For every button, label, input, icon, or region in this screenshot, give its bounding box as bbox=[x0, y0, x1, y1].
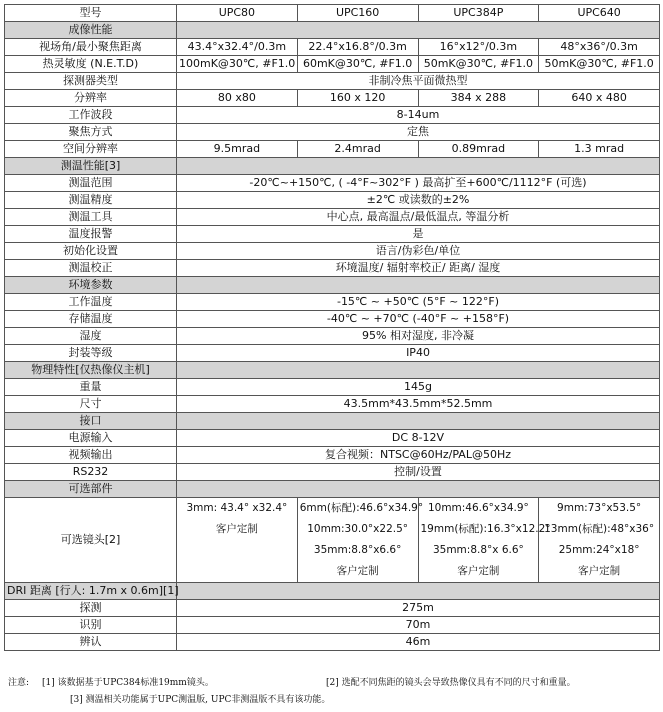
footnotes bbox=[8, 675, 658, 709]
footnote-2: [2] 选配不同焦距的镜头会导致热像仪具有不同的尺寸和重量。 bbox=[326, 678, 576, 688]
row-label: 测温精度 bbox=[5, 192, 177, 209]
row-label: 初始化设置 bbox=[5, 243, 177, 260]
row-label: 尺寸 bbox=[5, 396, 177, 413]
cell-value: 16°x12°/0.3m bbox=[418, 39, 539, 56]
cell-value: 控制/设置 bbox=[177, 464, 660, 481]
cell-value: 2.4mrad bbox=[297, 141, 418, 158]
cell-value: 22.4°x16.8°/0.3m bbox=[297, 39, 418, 56]
row-label: 辨认 bbox=[5, 634, 177, 651]
table-row bbox=[5, 39, 660, 56]
table-row bbox=[5, 447, 660, 464]
table-row bbox=[5, 328, 660, 345]
footnote-row bbox=[8, 692, 658, 709]
row-label: 湿度 bbox=[5, 328, 177, 345]
row-label: 工作波段 bbox=[5, 107, 177, 124]
table-row bbox=[5, 634, 660, 651]
table-row bbox=[5, 209, 660, 226]
cell-value: 145g bbox=[177, 379, 660, 396]
lens-options-upc384p bbox=[418, 498, 551, 583]
table-row bbox=[5, 175, 660, 192]
cell-value: 环境温度/ 辐射率校正/ 距离/ 湿度 bbox=[177, 260, 660, 277]
table-row bbox=[5, 260, 660, 277]
cell-value: DC 8-12V bbox=[177, 430, 660, 447]
lens-option: 10mm:30.0°x22.5° bbox=[307, 523, 409, 535]
cell-value: 语言/伪彩色/单位 bbox=[177, 243, 660, 260]
footnote-row bbox=[8, 675, 658, 692]
row-label: 测温范围 bbox=[5, 175, 177, 192]
row-label: 封装等级 bbox=[5, 345, 177, 362]
table-row bbox=[5, 345, 660, 362]
cell-value: 9.5mrad bbox=[177, 141, 298, 158]
cell-value: 70m bbox=[177, 617, 660, 634]
cell-value: ±2℃ 或读数的±2% bbox=[177, 192, 660, 209]
cell-value: 8-14um bbox=[177, 107, 660, 124]
row-label: 探测器类型 bbox=[5, 73, 177, 90]
section-title: 可选部件 bbox=[5, 481, 177, 498]
cell-value: 100mK@30℃, #F1.0 bbox=[177, 56, 298, 73]
model-upc160: UPC160 bbox=[297, 5, 418, 22]
lens-option: 客户定制 bbox=[336, 565, 379, 577]
cell-value: 275m bbox=[177, 600, 660, 617]
table-row bbox=[5, 396, 660, 413]
table-row bbox=[5, 226, 660, 243]
cell-value: 80 x80 bbox=[177, 90, 298, 107]
lens-options-upc640 bbox=[539, 498, 660, 583]
cell-value: -15℃ ~ +50℃ (5°F ~ 122°F) bbox=[177, 294, 660, 311]
row-label: RS232 bbox=[5, 464, 177, 481]
row-label: 重量 bbox=[5, 379, 177, 396]
section-environment bbox=[5, 277, 660, 294]
row-label: 空间分辨率 bbox=[5, 141, 177, 158]
lens-option: 9mm:73°x53.5° bbox=[557, 502, 642, 514]
cell-value: 0.89mrad bbox=[418, 141, 539, 158]
table-row bbox=[5, 56, 660, 73]
spec-table bbox=[4, 4, 660, 651]
table-header-row bbox=[5, 5, 660, 22]
section-optional bbox=[5, 481, 660, 498]
table-row bbox=[5, 243, 660, 260]
row-label: 存储温度 bbox=[5, 311, 177, 328]
row-label: 工作温度 bbox=[5, 294, 177, 311]
table-row bbox=[5, 192, 660, 209]
cell-value: 定焦 bbox=[177, 124, 660, 141]
cell-value: 非制冷焦平面微热型 bbox=[177, 73, 660, 90]
cell-value: 43.4°x32.4°/0.3m bbox=[177, 39, 298, 56]
cell-value: 50mK@30℃, #F1.0 bbox=[539, 56, 660, 73]
cell-value: 95% 相对湿度, 非冷凝 bbox=[177, 328, 660, 345]
lens-option: 13mm(标配):48°x36° bbox=[544, 523, 655, 535]
table-row bbox=[5, 294, 660, 311]
section-imaging bbox=[5, 22, 660, 39]
row-label: 电源输入 bbox=[5, 430, 177, 447]
lens-option: 19mm(标配):16.3°x12.2° bbox=[420, 523, 551, 535]
lens-row bbox=[5, 498, 660, 583]
cell-value: 640 x 480 bbox=[539, 90, 660, 107]
cell-value: 是 bbox=[177, 226, 660, 243]
section-title: 成像性能 bbox=[5, 22, 177, 39]
table-row bbox=[5, 311, 660, 328]
section-title: 测温性能[3] bbox=[5, 158, 177, 175]
section-title: 接口 bbox=[5, 413, 177, 430]
cell-value: 43.5mm*43.5mm*52.5mm bbox=[177, 396, 660, 413]
table-row bbox=[5, 124, 660, 141]
lens-option: 客户定制 bbox=[457, 565, 500, 577]
row-label: 测温校正 bbox=[5, 260, 177, 277]
model-upc80: UPC80 bbox=[177, 5, 298, 22]
lens-option: 客户定制 bbox=[578, 565, 621, 577]
table-row bbox=[5, 90, 660, 107]
row-label: 测温工具 bbox=[5, 209, 177, 226]
model-upc384p: UPC384P bbox=[418, 5, 539, 22]
model-header-label: 型号 bbox=[5, 5, 177, 22]
cell-value: -20℃~+150℃, ( -4°F~302°F ) 最高扩至+600℃/1112°F (可选) bbox=[177, 175, 660, 192]
footnote-prefix: 注意: bbox=[8, 678, 30, 688]
row-label: 聚焦方式 bbox=[5, 124, 177, 141]
section-title: 环境参数 bbox=[5, 277, 177, 294]
lens-option: 35mm:8.8°x 6.6° bbox=[432, 544, 524, 556]
cell-value: 160 x 120 bbox=[297, 90, 418, 107]
cell-value: -40℃ ~ +70℃ (-40°F ~ +158°F) bbox=[177, 311, 660, 328]
row-label: 可选镜头[2] bbox=[5, 498, 177, 583]
row-label: 探测 bbox=[5, 600, 177, 617]
lens-option: 3mm: 43.4° x32.4° bbox=[186, 502, 288, 514]
footnote-1: [1] 该数据基于UPC384标准19mm镜头。 bbox=[42, 678, 214, 688]
row-label: 温度报警 bbox=[5, 226, 177, 243]
lens-option: 6mm(标配):46.6°x34.9° bbox=[299, 502, 424, 514]
lens-option: 35mm:8.8°x6.6° bbox=[313, 544, 402, 556]
cell-value: 48°x36°/0.3m bbox=[539, 39, 660, 56]
section-physical bbox=[5, 362, 660, 379]
lens-option: 客户定制 bbox=[215, 523, 258, 535]
cell-value: 中心点, 最高温点/最低温点, 等温分析 bbox=[177, 209, 660, 226]
cell-value: 复合视频：NTSC@60Hz/PAL@50Hz bbox=[177, 447, 660, 464]
row-label: 视频输出 bbox=[5, 447, 177, 464]
cell-value: 60mK@30℃, #F1.0 bbox=[297, 56, 418, 73]
table-row bbox=[5, 107, 660, 124]
table-row bbox=[5, 600, 660, 617]
cell-value: IP40 bbox=[177, 345, 660, 362]
lens-options-upc80 bbox=[177, 498, 298, 583]
table-row bbox=[5, 617, 660, 634]
row-label: 热灵敏度 (N.E.T.D) bbox=[5, 56, 177, 73]
footnote-3: [3] 测温相关功能属于UPC测温版, UPC非测温版不具有该功能。 bbox=[70, 695, 331, 705]
table-row bbox=[5, 141, 660, 158]
section-measurement bbox=[5, 158, 660, 175]
section-title: DRI 距离 [行人: 1.7m x 0.6m][1] bbox=[5, 583, 177, 600]
lens-option: 10mm:46.6°x34.9° bbox=[427, 502, 529, 514]
table-row bbox=[5, 379, 660, 396]
row-label: 视场角/最小聚焦距离 bbox=[5, 39, 177, 56]
model-upc640: UPC640 bbox=[539, 5, 660, 22]
section-title: 物理特性[仅热像仪主机] bbox=[5, 362, 177, 379]
section-interface bbox=[5, 413, 660, 430]
cell-value: 1.3 mrad bbox=[539, 141, 660, 158]
table-row bbox=[5, 464, 660, 481]
table-row bbox=[5, 430, 660, 447]
table-row bbox=[5, 73, 660, 90]
lens-option: 25mm:24°x18° bbox=[558, 544, 640, 556]
lens-options-upc160 bbox=[297, 498, 424, 583]
cell-value: 46m bbox=[177, 634, 660, 651]
section-dri bbox=[5, 583, 660, 600]
row-label: 识别 bbox=[5, 617, 177, 634]
row-label: 分辨率 bbox=[5, 90, 177, 107]
cell-value: 384 x 288 bbox=[418, 90, 539, 107]
cell-value: 50mK@30℃, #F1.0 bbox=[418, 56, 539, 73]
